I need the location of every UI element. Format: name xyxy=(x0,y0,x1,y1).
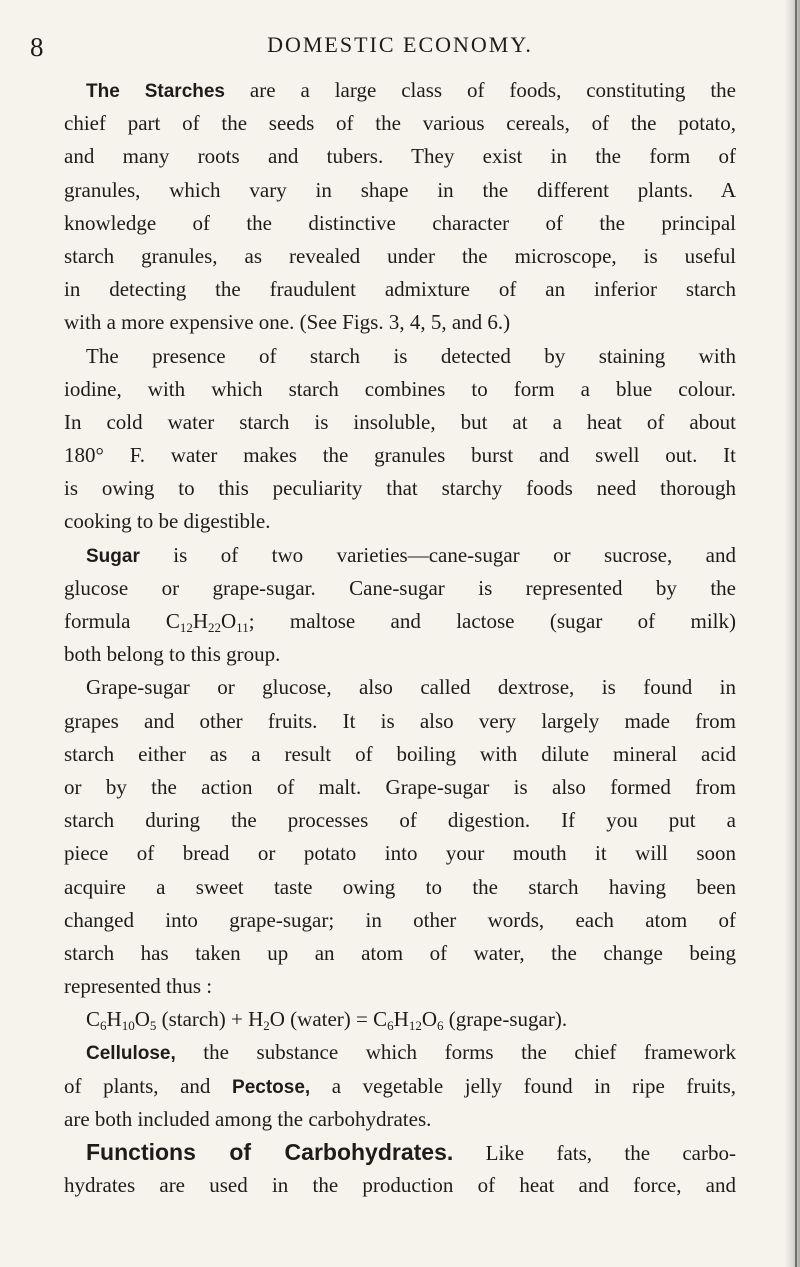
text-line: granules, which vary in shape in the different plants. A xyxy=(64,177,736,202)
text-span: ; maltose and lactose (sugar of milk) xyxy=(248,609,736,633)
text-span: H xyxy=(393,1007,409,1032)
text-span: of plants, and xyxy=(64,1073,233,1098)
text-line xyxy=(64,74,736,107)
text-span: formula C xyxy=(64,609,180,633)
text-line: acquire a sweet taste owing to the starch having been xyxy=(64,874,736,899)
page-header xyxy=(0,20,800,62)
text-line: with a more expensive one. (See Figs. 3, 4, 5, and 6.) xyxy=(64,310,511,335)
page-edge-line xyxy=(795,0,797,1267)
subscript: 2 xyxy=(263,1018,270,1034)
equation-line xyxy=(64,1003,736,1036)
text-span: H xyxy=(106,1007,122,1032)
text-line: grapes and other fruits. It is also very largely made from xyxy=(64,708,736,733)
text-span: a vegetable jelly found in ripe fruits, xyxy=(310,1073,736,1098)
text-line: 180° F. water makes the granules burst and swell out. It xyxy=(64,443,736,468)
text-span: H xyxy=(192,609,208,633)
text-span: are a large class of foods, constituting the xyxy=(225,78,736,102)
page-number: 8 xyxy=(30,32,44,62)
subscript: 12 xyxy=(408,1018,422,1034)
text-span: C xyxy=(86,1007,101,1032)
text-line: The presence of starch is detected by staining with xyxy=(86,343,736,368)
text-line xyxy=(64,1070,736,1103)
text-line: starch either as a result of boiling with dilute mineral acid xyxy=(64,741,736,766)
subscript: 6 xyxy=(100,1018,107,1034)
text-line: are both included among the carbohydrates. xyxy=(64,1106,432,1131)
text-line: chief part of the seeds of the various cereals, of the potato, xyxy=(64,111,736,136)
section-heading-line xyxy=(64,1136,736,1169)
running-head: DOMESTIC ECONOMY. xyxy=(267,32,533,57)
text-line: starch during the processes of digestion. If you put a xyxy=(64,808,736,833)
subscript: 6 xyxy=(436,1018,444,1034)
text-span: is of two varieties—cane-sugar or sucrose, and xyxy=(139,542,736,567)
subscript: 12 xyxy=(179,620,193,635)
text-line: changed into grape-sugar; in other words, each atom of xyxy=(64,907,736,932)
text-line: starch has taken up an atom of water, the change being xyxy=(64,940,736,965)
text-line: and many roots and tubers. They exist in the form of xyxy=(64,144,736,169)
text-line: knowledge of the distinctive character of the principal xyxy=(64,210,736,235)
text-span: O (water) = C xyxy=(269,1007,388,1032)
subscript: 10 xyxy=(121,1018,135,1034)
text-span: (grape-sugar). xyxy=(443,1007,568,1032)
subscript: 5 xyxy=(149,1018,157,1034)
text-span: (starch) + H xyxy=(156,1007,264,1032)
term-pectose: Pectose, xyxy=(232,1076,311,1098)
text-line xyxy=(64,605,736,638)
term-starches: The Starches xyxy=(86,81,225,102)
text-line: glucose or grape-sugar. Cane-sugar is represented by the xyxy=(64,575,736,600)
body-text xyxy=(64,74,736,1202)
text-line: piece of bread or potato into your mouth it will soon xyxy=(64,841,736,866)
subscript: 22 xyxy=(208,620,221,635)
text-line xyxy=(64,1036,736,1069)
text-span: the substance which forms the chief framework xyxy=(175,1040,736,1065)
term-sugar: Sugar xyxy=(86,545,140,567)
page-edge-shadow xyxy=(784,0,800,1267)
text-line: hydrates are used in the production of heat and force, and xyxy=(64,1173,736,1198)
text-line: both belong to this group. xyxy=(64,642,281,667)
text-line: Grape-sugar or glucose, also called dextrose, is found in xyxy=(86,675,736,700)
text-span: O xyxy=(221,609,237,633)
text-line: iodine, with which starch combines to form a blue colour. xyxy=(64,376,736,401)
text-line: represented thus : xyxy=(64,974,213,999)
section-heading: Functions of Carbohydrates. xyxy=(86,1139,454,1165)
text-line: is owing to this peculiarity that starchy foods need thorough xyxy=(64,476,736,501)
text-span: O xyxy=(421,1007,437,1032)
text-line: or by the action of malt. Grape-sugar is also formed from xyxy=(64,774,736,799)
text-span: O xyxy=(134,1007,150,1032)
text-line xyxy=(64,539,736,572)
text-line: In cold water starch is insoluble, but at a heat of about xyxy=(64,409,736,434)
text-span: Like fats, the carbo- xyxy=(453,1141,736,1165)
text-line: starch granules, as revealed under the microscope, is useful xyxy=(64,243,736,268)
text-line: in detecting the fraudulent admixture of an inferior starch xyxy=(64,277,736,302)
subscript: 11 xyxy=(236,620,249,635)
subscript: 6 xyxy=(387,1018,394,1034)
term-cellulose: Cellulose, xyxy=(86,1043,176,1065)
text-line: cooking to be digestible. xyxy=(64,509,271,534)
